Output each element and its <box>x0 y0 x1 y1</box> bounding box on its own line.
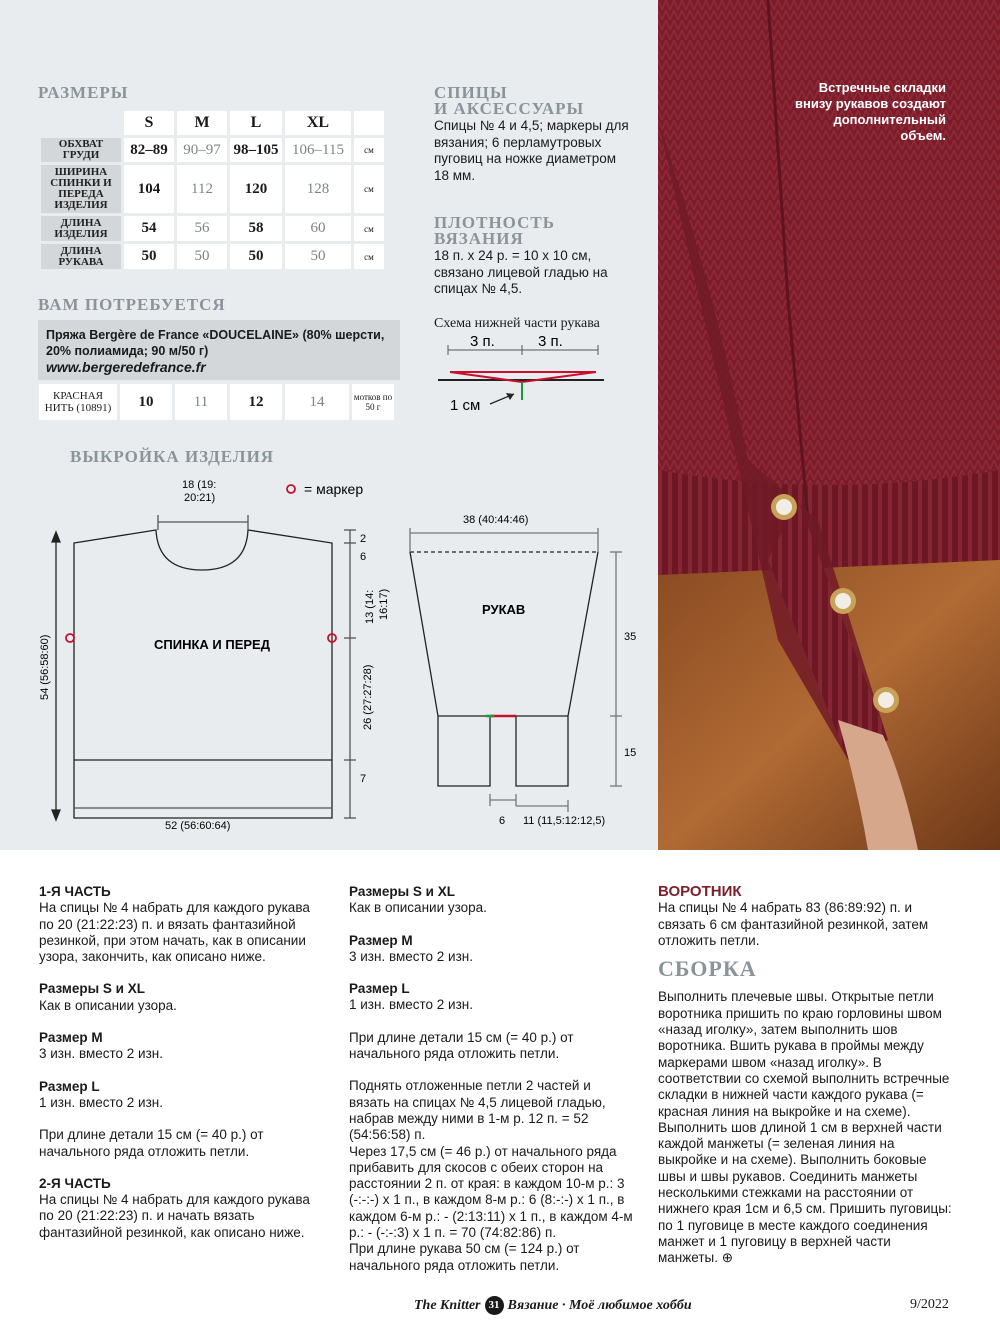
photo-caption: Встречные складки внизу рукавов создают дополнительный объем. <box>794 80 946 143</box>
neck-width-label: 18 (19: <box>182 479 217 491</box>
instructions-col-2 <box>349 884 634 1290</box>
size-cell: 58 <box>230 216 282 241</box>
scheme-title: Схема нижней части рукава <box>434 316 600 331</box>
row-label: ШИРИНА СПИНКИ И ПЕРЕДА ИЗДЕЛИЯ <box>41 165 121 213</box>
sleeve-end-text: При длине рукава 50 см (= 124 р.) от начального ряда отложить петли. <box>349 1241 580 1273</box>
collar-text: На спицы № 4 набрать 83 (86:89:92) п. и связать 6 см фантазийной резинкой, затем отложить петли. <box>658 900 929 948</box>
size-m-text: 3 изн. вместо 2 изн. <box>349 948 473 964</box>
unit-cell: см <box>354 216 384 241</box>
row-label: ДЛИНА ИЗДЕЛИЯ <box>41 216 121 241</box>
size-l-heading: Размер L <box>349 981 410 997</box>
yarn-url: www.bergeredefrance.fr <box>46 359 206 375</box>
unit-cell: см <box>354 244 384 269</box>
size-cell: 104 <box>124 165 174 213</box>
armhole-label-2: 16:17) <box>378 588 390 620</box>
size-l-text: 1 изн. вместо 2 изн. <box>349 997 473 1013</box>
needles-text: Спицы № 4 и 4,5; маркеры для вязания; 6 перламутровых пуговиц на ножке диаметром 18 мм. <box>434 118 629 183</box>
width-label: 52 (56:60:64) <box>165 820 231 832</box>
size-cell: 54 <box>124 216 174 241</box>
amount-cell: 12 <box>230 384 282 420</box>
unit-cell: мотков по 50 г <box>352 384 394 420</box>
needles-title-2: И АКСЕССУАРЫ <box>434 99 585 118</box>
yarn-line-1: Пряжа Bergère de France «DOUCELAINE» (80% шерсти, <box>46 328 385 342</box>
part2-end-text: При длине детали 15 см (= 40 р.) от начального ряда отложить петли. <box>349 1029 574 1062</box>
scheme-label-a: 3 п. <box>470 333 495 350</box>
size-l-heading: Размер L <box>39 1078 100 1094</box>
size-cell: 120 <box>230 165 282 213</box>
magazine-name: The Knitter <box>414 1297 481 1313</box>
body-top-2: 6 <box>360 551 367 563</box>
sleeve-cuff-width: 11 (11,5:12:12,5) <box>523 815 606 827</box>
unit-cell: см <box>354 138 384 162</box>
sizes-title: РАЗМЕРЫ <box>38 83 129 102</box>
scheme-label-cm: 1 см <box>450 397 481 414</box>
body-rib: 7 <box>360 773 367 785</box>
part2-heading: 2-Я ЧАСТЬ <box>39 1175 111 1191</box>
amount-cell: 10 <box>120 384 172 420</box>
collar-heading: ВОРОТНИК <box>658 883 742 900</box>
size-cell: 56 <box>177 216 227 241</box>
part2-text: На спицы № 4 набрать для каждого рукава по 20 (21:22:23) п. и начать вязать фантазийной резинкой, как описано ниже. <box>39 1192 310 1240</box>
assembly-text: Выполнить плечевые швы. Открытые петли воротника пришить по краю горловины швом «назад иголку», затем выполнить шов воротника. Вшить рукава в проймы между маркерами швом «назад иголку». В соответствии со схемой выполнить встречные складки в нижней части каждого рукава (= красная линия на выкройке и на схеме). Выполнить шов длиной 1 см в верхней части каждой манжеты (= зеленая линия на выкройке и на схеме). Выполнить боковые швы и швы рукавов. Соединить манжеты несколькими стежками на расстоянии от нижнего края 1см и 6,5 см. Пришить пуговицы: по 1 пуговице в месте каждого соединения манжет и 1 пуговицу в верхней части манжеты. <box>658 989 952 1266</box>
pattern-diagrams <box>0 0 658 850</box>
body-top-1: 2 <box>360 533 367 545</box>
gauge-title-2: ВЯЗАНИЯ <box>434 229 524 248</box>
sizes-sxl-heading: Размеры S и XL <box>39 981 145 997</box>
size-cell: 50 <box>285 244 351 269</box>
sleeve-scheme <box>438 345 604 404</box>
page-footer <box>0 1296 1000 1316</box>
scheme-label-b: 3 п. <box>538 333 563 350</box>
sizes-sxl-text: Как в описании узора. <box>349 900 487 916</box>
instructions-col-1 <box>39 884 324 1257</box>
part1-end-text: При длине детали 15 см (= 40 р.) от начального ряда отложить петли. <box>39 1127 264 1159</box>
pattern-title: ВЫКРОЙКА ИЗДЕЛИЯ <box>70 447 275 466</box>
size-m-text: 3 изн. вместо 2 изн. <box>39 1046 163 1062</box>
size-cell: 128 <box>285 165 351 213</box>
sleeve-top-width: 38 (40:44:46) <box>463 514 529 526</box>
part1-heading: 1-Я ЧАСТЬ <box>39 884 111 899</box>
sleeve-label: РУКАВ <box>482 602 526 617</box>
size-header: M <box>177 111 227 135</box>
sizes-sxl-text: Как в описании узора. <box>39 997 177 1013</box>
gauge-title-1: ПЛОТНОСТЬ <box>434 213 555 232</box>
size-l-text: 1 изн. вместо 2 изн. <box>39 1094 163 1110</box>
size-cell: 50 <box>124 244 174 269</box>
size-header: XL <box>285 111 351 135</box>
magazine-tagline: Вязание · Моё любимое хобби <box>507 1297 692 1313</box>
marker-legend: = маркер <box>304 481 364 497</box>
unit-cell: см <box>354 165 384 213</box>
row-label: ДЛИНА РУКАВА <box>41 244 121 269</box>
sleeve-length: 35 <box>624 631 637 643</box>
amount-cell: 11 <box>175 384 227 420</box>
size-m-heading: Размер М <box>39 1030 103 1046</box>
needles-title-1: СПИЦЫ <box>434 83 508 102</box>
size-cell: 50 <box>177 244 227 269</box>
size-cell: 60 <box>285 216 351 241</box>
increase-text: Через 17,5 см (= 46 р.) от начального ряда прибавить для скосов с обеих сторон на расстоянии 2 п. от края: в каждом 10-м р.: 3 (-:-:-) х 1 п., в каждом 8-м р.: 6 (8:-:-) х 1 п., в каждом 6-м р.: - (2:13:11) х 1 п., в каждом 4-м р.: - (-:-:3) х 1 п. = 70 (74:82:86) п. <box>349 1143 633 1241</box>
armhole-label: 13 (14: <box>364 589 376 624</box>
size-header: S <box>124 111 174 135</box>
row-label: ОБХВАТ ГРУДИ <box>41 138 121 162</box>
gauge-text: 18 п. х 24 р. = 10 х 10 см, связано лицевой гладью на спицах № 4,5. <box>434 248 608 296</box>
size-cell: 106–115 <box>285 138 351 162</box>
part1-text: На спицы № 4 набрать для каждого рукава по 20 (21:22:23) п. и вязать фантазийной резинкой, при этом начать, как в описании узора, закончить, как описано ниже. <box>39 900 310 965</box>
size-cell: 90–97 <box>177 138 227 162</box>
body-pattern <box>52 515 356 820</box>
size-cell: 50 <box>230 244 282 269</box>
amount-cell: 14 <box>285 384 349 420</box>
size-cell: 112 <box>177 165 227 213</box>
page-number: 31 <box>485 1296 504 1315</box>
size-m-heading: Размер М <box>349 932 413 948</box>
body-label: СПИНКА И ПЕРЕД <box>154 637 270 652</box>
sleeve-cuff: 15 <box>624 747 637 759</box>
size-cell: 82–89 <box>124 138 174 162</box>
assembly-heading: СБОРКА <box>658 956 757 982</box>
joining-text: Поднять отложенные петли 2 частей и вязать на спицах № 4,5 лицевой гладью, набрав между ними в 1-м р. 12 п. = 52 (54:56:58) п. <box>349 1078 606 1143</box>
end-mark-icon: ⊕ <box>721 1250 734 1266</box>
yarn-line-2: 20% полиамида; 90 м/50 г) <box>46 344 209 358</box>
neck-width-label-2: 20:21) <box>184 492 216 504</box>
sizes-sxl-heading: Размеры S и XL <box>349 884 455 899</box>
issue-number: 9/2022 <box>910 1297 949 1312</box>
footer-publication <box>414 1296 692 1315</box>
need-title: ВАМ ПОТРЕБУЕТСЯ <box>38 295 226 314</box>
size-cell: 98–105 <box>230 138 282 162</box>
size-header: L <box>230 111 282 135</box>
length-label: 54 (56:58:60) <box>39 634 51 700</box>
side-label: 26 (27:27:28) <box>362 664 374 730</box>
thread-label: КРАСНАЯ НИТЬ (10891) <box>39 384 117 420</box>
marker-icon <box>66 485 336 642</box>
sleeve-gap: 6 <box>499 815 506 827</box>
instructions-col-3 <box>658 884 954 1267</box>
sleeve-pattern <box>410 528 622 812</box>
